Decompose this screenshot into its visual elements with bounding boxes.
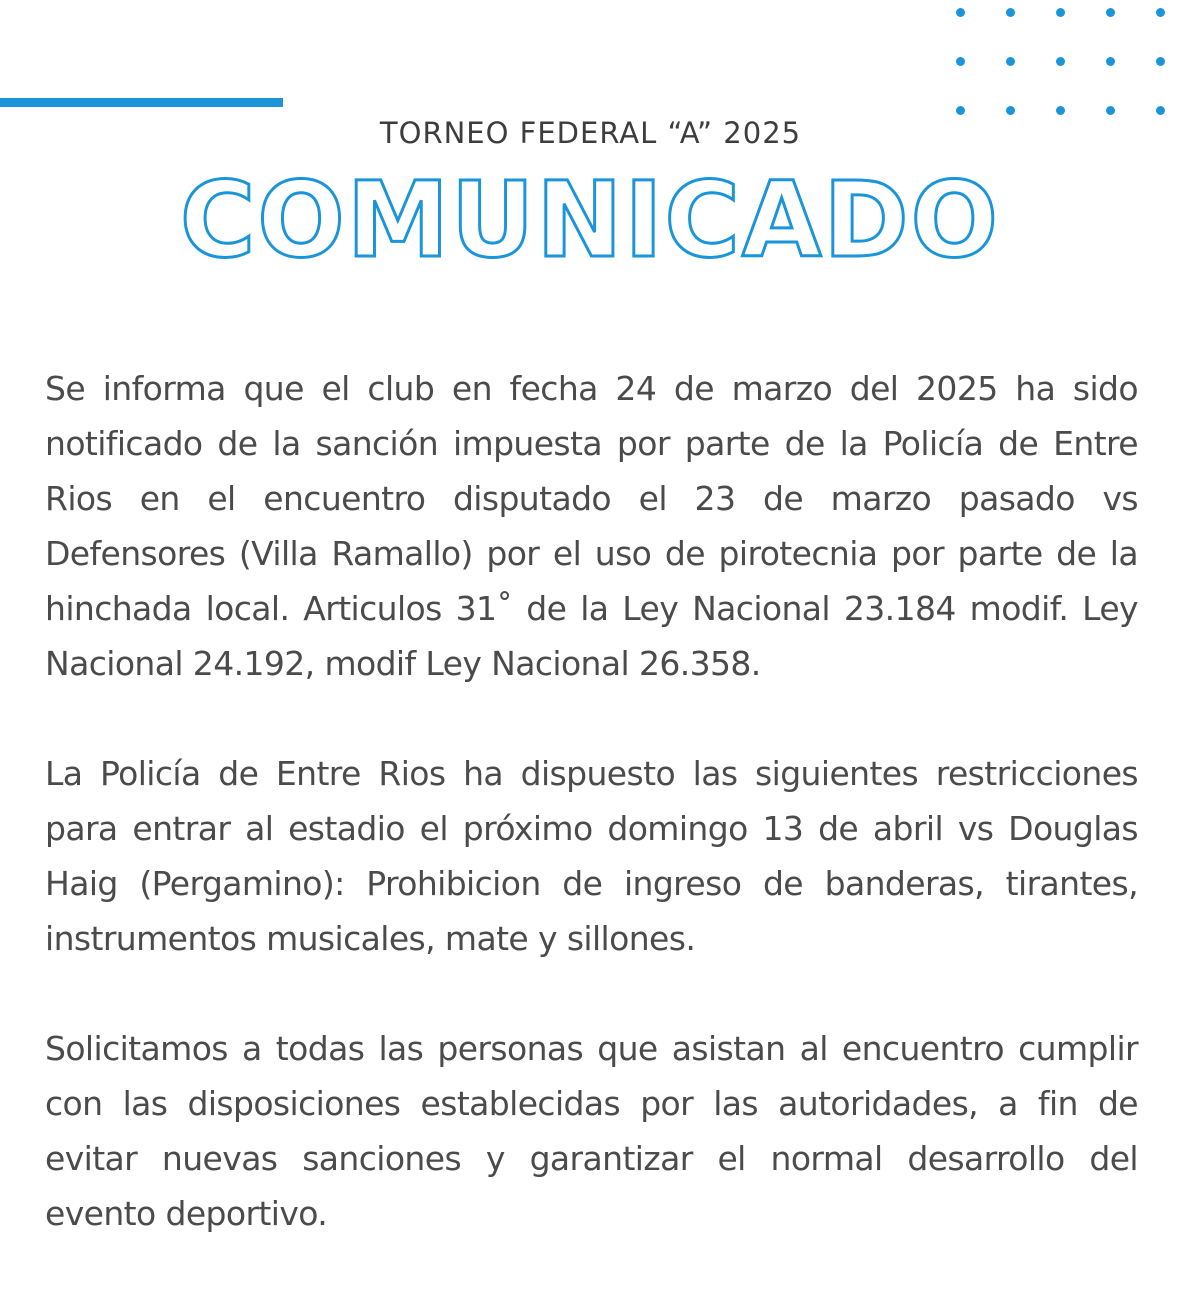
dot bbox=[1006, 8, 1015, 17]
accent-bar bbox=[0, 98, 283, 107]
dot bbox=[1156, 57, 1165, 66]
dot bbox=[1006, 57, 1015, 66]
dot bbox=[1156, 8, 1165, 17]
page-title bbox=[170, 164, 1010, 274]
dot bbox=[1056, 57, 1065, 66]
paragraph-restrictions: La Policía de Entre Rios ha dispuesto las siguientes restricciones para entrar al estadio el próximo domingo 13 de abril vs Douglas Haig (Pergamino): Prohibicion de ingreso de banderas, tirantes, instrumentos musicales, mate y sillones. bbox=[45, 754, 1138, 958]
tournament-subtitle: TORNEO FEDERAL “A” 2025 bbox=[379, 116, 802, 150]
page-title-text: COMUNICADO bbox=[180, 164, 1000, 274]
dot bbox=[1106, 106, 1115, 115]
paragraph-request: Solicitamos a todas las personas que asistan al encuentro cumplir con las disposiciones establecidas por las autoridades, a fin de evitar nuevas sanciones y garantizar el normal desarrollo del evento deportivo. bbox=[45, 1029, 1138, 1233]
dot bbox=[1056, 106, 1065, 115]
dot bbox=[1006, 106, 1015, 115]
dot bbox=[1106, 8, 1115, 17]
decorative-dot-grid bbox=[956, 8, 1174, 116]
paragraph-sanction-notice: Se informa que el club en fecha 24 de marzo del 2025 ha sido notificado de la sanción impuesta por parte de la Policía de Entre Rios en el encuentro disputado el 23 de marzo pasado vs Defensores (Villa Ramallo) por el uso de pirotecnia por parte de la hinchada local. Articulos 31˚ de la Ley Nacional 23.184 modif. Ley Nacional 24.192, modif Ley Nacional 26.358. bbox=[45, 369, 1138, 683]
dot bbox=[956, 8, 965, 17]
dot bbox=[1056, 8, 1065, 17]
dot bbox=[1156, 106, 1165, 115]
dot bbox=[1106, 57, 1115, 66]
dot bbox=[956, 57, 965, 66]
dot bbox=[956, 106, 965, 115]
